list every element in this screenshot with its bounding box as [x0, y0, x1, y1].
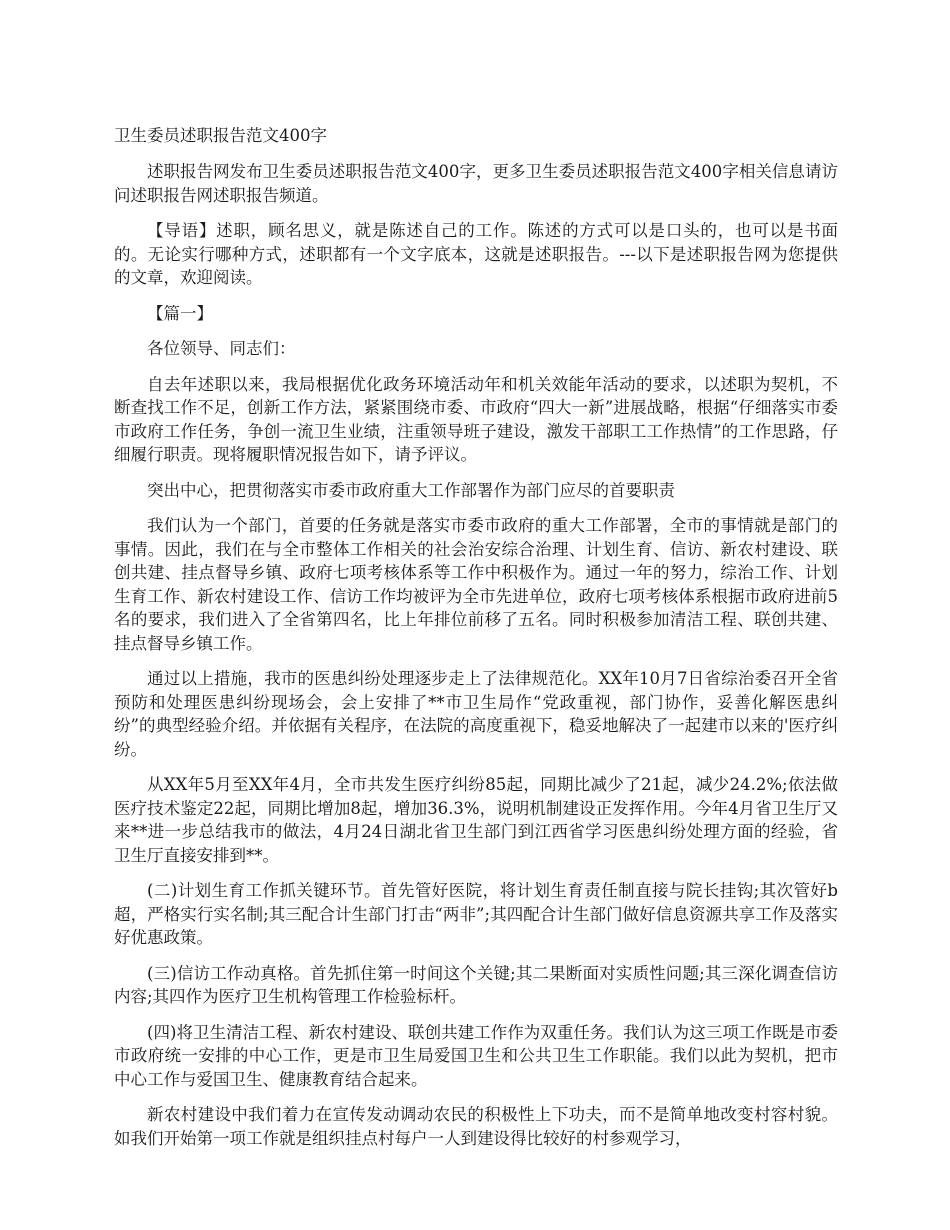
document-body	[114, 124, 838, 1162]
paragraph-subheading: 突出中心，把贯彻落实市委市政府重大工作部署作为部门应尽的首要职责	[147, 480, 675, 500]
paragraph-dispute-statistics: 从XX年5月至XX年4月，全市共发生医疗纠纷85起，同期比减少了21起，减少24.2%;依法做医疗技术鉴定22起，同期比增加8起，增加36.3%，说明机制建设正发挥作用。今年4月省卫生厅又来**进一步总结我市的做法，4月24日湖北省卫生部门到江西省学习医患纠纷处理方面的经验，省卫生厅直接安排到**。	[114, 775, 838, 865]
paragraph-overview: 自去年述职以来，我局根据优化政务环境活动年和机关效能年活动的要求，以述职为契机，不断查找工作不足，创新工作方法，紧紧围绕市委、市政府“四大一新”进展战略，根据“仔细落实市委市政府工作任务，争创一流卫生业绩，注重领导班子建设，激发干部职工工作热情”的工作思路，仔细履行职责。现将履职情况报告如下，请予评议。	[114, 374, 838, 464]
paragraph-petitions: (三)信访工作动真格。首先抓住第一时间这个关键;其二果断面对实质性问题;其三深化调查信访内容;其四作为医疗卫生机构管理工作检验标杆。	[114, 963, 838, 1006]
paragraph-new-countryside: 新农村建设中我们着力在宣传发动调动农民的积极性上下功夫，而不是简单地改变村容村貌。如我们开始第一项工作就是组织挂点村每户一人到建设得比较好的村参观学习，	[114, 1105, 838, 1148]
section-heading-part-one: 【篇一】	[147, 303, 213, 323]
paragraph-department-tasks: 我们认为一个部门，首要的任务就是落实市委市政府的重大工作部署，全市的事情就是部门的事情。因此，我们在与全市整体工作相关的社会治安综合治理、计划生育、信访、新农村建设、联创共建、挂点督导乡镇、政府七项考核体系等工作中积极作为。通过一年的努力，综治工作、计划生育工作、新农村建设工作、信访工作均被评为全市先进单位，政府七项考核体系根据市政府进前5名的要求，我们进入了全省第四名，比上年排位前移了五名。同时积极参加清洁工程、联创共建、挂点督导乡镇工作。	[114, 516, 838, 653]
paragraph-intro: 述职报告网发布卫生委员述职报告范文400字，更多卫生委员述职报告范文400字相关信息请访问述职报告网述职报告频道。	[114, 162, 838, 205]
paragraph-family-planning: (二)计划生育工作抓关键环节。首先管好医院，将计划生育责任制直接与院长挂钩;其次管好b超，严格实行实名制;其三配合计生部门打击“两非”;其四配合计生部门做好信息资源共享工作及落实好优惠政策。	[114, 881, 838, 947]
document-title: 卫生委员述职报告范文400字	[114, 126, 327, 145]
paragraph-guide: 【导语】述职，顾名思义，就是陈述自己的工作。陈述的方式可以是口头的，也可以是书面的。无论实行哪种方式，述职都有一个文字底本，这就是述职报告。---以下是述职报告网为您提供的文章，欢迎阅读。	[114, 221, 838, 287]
paragraph-dual-tasks: (四)将卫生清洁工程、新农村建设、联创共建工作作为双重任务。我们认为这三项工作既是市委市政府统一安排的中心工作，更是市卫生局爱国卫生和公共卫生工作职能。我们以此为契机，把市中心工作与爱国卫生、健康教育结合起来。	[114, 1022, 838, 1089]
paragraph-medical-disputes: 通过以上措施，我市的医患纠纷处理逐步走上了法律规范化。XX年10月7日省综治委召开全省预防和处理医患纠纷现场会，会上安排了**市卫生局作“党政重视，部门协作，妥善化解医患纠纷”的典型经验介绍。并依据有关程序，在法院的高度重视下，稳妥地解决了一起建市以来的'医疗纠纷。	[114, 669, 838, 759]
paragraph-salutation: 各位领导、同志们：	[147, 339, 296, 358]
